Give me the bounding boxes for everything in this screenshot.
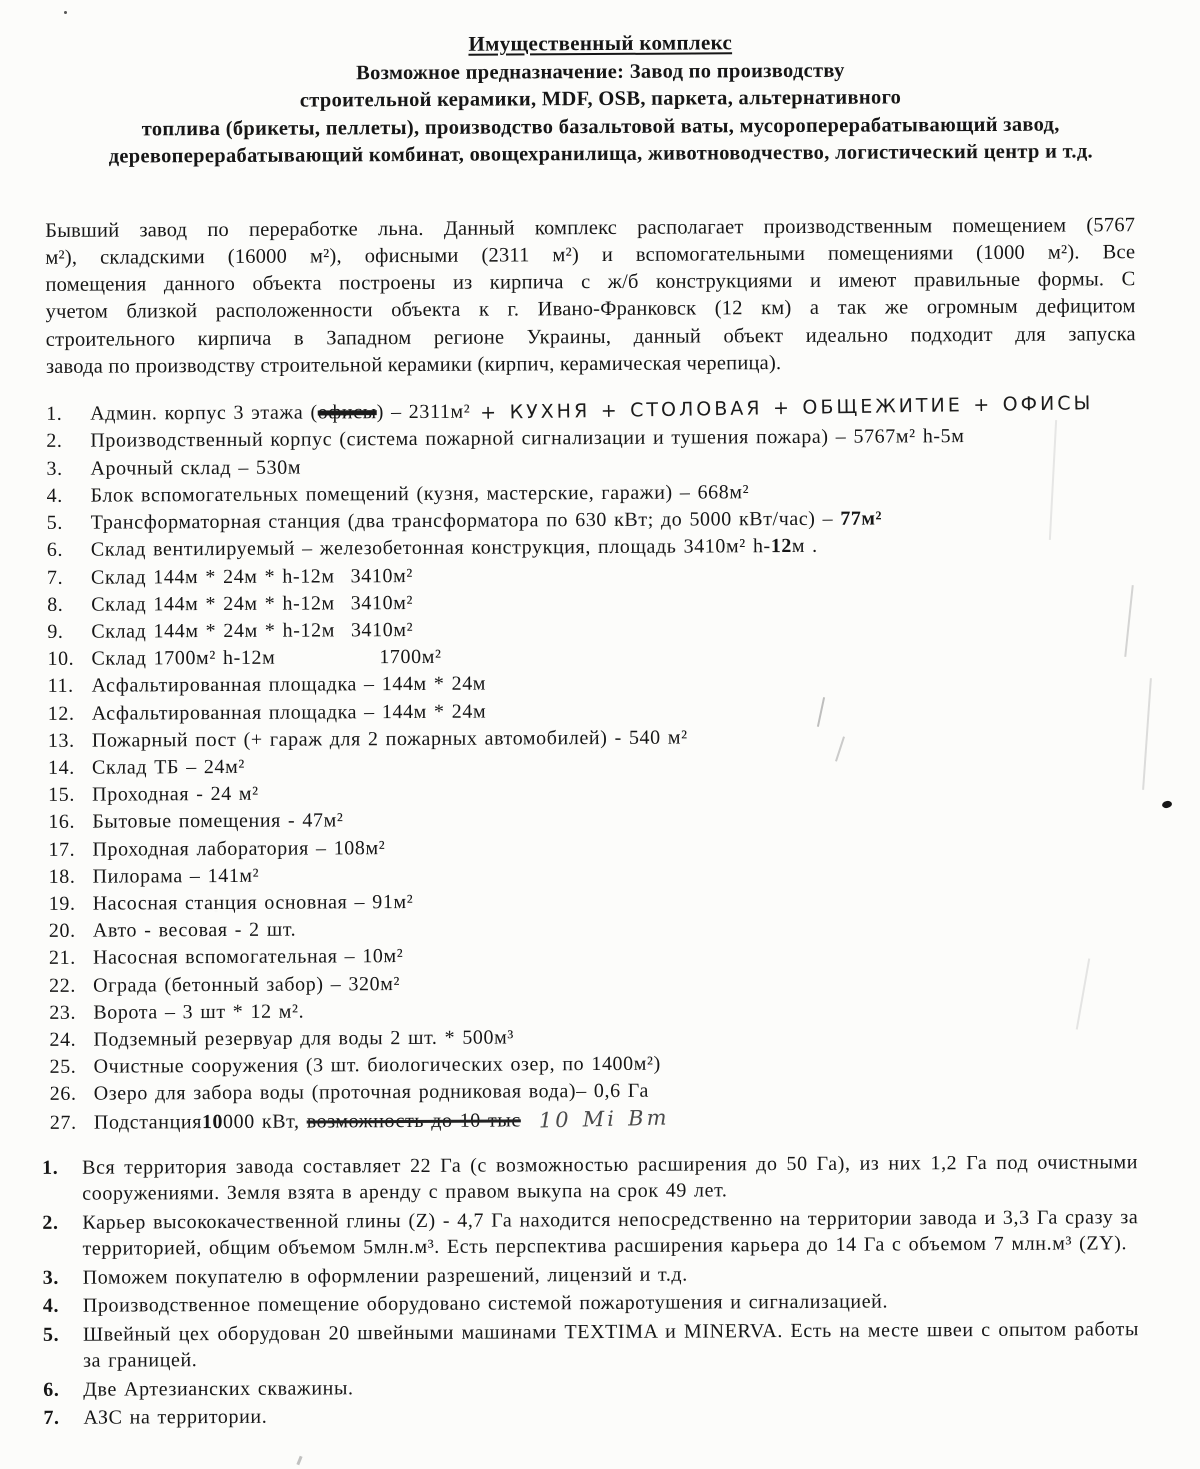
text-segment: Авто - весовая - 2 шт. (92, 918, 297, 942)
struck-text: офисы (317, 401, 377, 424)
text-segment: АЗС на территории. (83, 1406, 268, 1429)
item-number: 13. (47, 729, 75, 752)
item-number: 4. (42, 1295, 60, 1318)
item-number: 17. (48, 838, 76, 861)
subtitle-line-1: Возможное предназначение: Завод по производству (356, 59, 845, 84)
text-segment: Карьер высококачественной глины (Z) - 4,7 Га находится непосредственно на территории завода и 3,3 Га сразу за территорией, общим объемом 5млн.м³. Есть перспектива расширения карьера до 14 Га с объемом 7 млн.м³ (ZY). (82, 1205, 1139, 1260)
text-segment: Асфальтированная площадка – 144м * 24м (91, 700, 487, 725)
list-item (43, 1287, 1139, 1319)
text-segment: Швейный цех оборудован 20 швейными машинами TEXTIMA и MINERVA. Есть на месте швеи с опытом работы за границей. (82, 1317, 1140, 1372)
item-number: 9. (47, 620, 64, 643)
item-text (83, 1259, 1139, 1291)
text-segment: Ограда (бетонный забор) – 320м² (93, 972, 401, 997)
text-segment: Админ. корпус 3 этажа ( (90, 401, 318, 425)
item-number: 11. (47, 675, 74, 698)
item-text (83, 1287, 1139, 1319)
item-number: 10. (47, 647, 75, 671)
intro-line: завода по производству строительной керамики (кирпич, керамическая черепица). (45, 352, 782, 378)
text-segment: Пожарный пост (+ гараж для 2 пожарных автомобилей) - 540 м² (91, 726, 688, 752)
list-item (42, 1149, 1138, 1208)
item-number: 27. (49, 1111, 77, 1134)
list-item (43, 1316, 1139, 1375)
item-text (83, 1371, 1139, 1403)
item-number: 2. (46, 430, 63, 453)
handwritten-annotation: 10 (201, 1110, 224, 1133)
text-segment: Склад 144м * 24м * h-12м (91, 619, 335, 643)
document-header (0, 0, 1200, 172)
item-number: 7. (43, 1407, 60, 1430)
item-number: 24. (49, 1028, 77, 1051)
item-number: 5. (46, 511, 63, 534)
item-number: 22. (49, 974, 77, 997)
intro-line: м²), складскими (16000 м²), офисными (2311 м²) и вспомогательными помещениями (1000 м²). Все (45, 240, 1136, 269)
intro-line: Бывший завод по переработке льна. Данный комплекс располагает производственным помещением (5767 (45, 213, 1136, 242)
text-segment: 3410м² (350, 618, 414, 642)
text-segment: Пилорама – 141м² (92, 864, 260, 888)
item-text (83, 1316, 1139, 1375)
text-segment: Арочный склад – 530м (90, 456, 302, 480)
item-number: 20. (48, 919, 76, 943)
item-number: 26. (49, 1083, 77, 1106)
text-segment: Очистные сооружения (3 шт. биологических озер, по 1400м²) (93, 1052, 661, 1078)
text-segment: м . (791, 535, 818, 558)
text-segment: Подстанция (93, 1110, 203, 1134)
text-segment: 3410м² (350, 564, 413, 587)
intro-line: помещения данного объекта построены из кирпича с ж/б конструкциями и имеют правильные формы. С (45, 268, 1136, 297)
text-segment: Подземный резервуар для воды 2 шт. * 500м³ (93, 1026, 515, 1051)
text-segment: Две Артезианских скважины. (83, 1377, 354, 1401)
text-segment: Озеро для забора воды (проточная родниковая вода)– 0,6 Га (93, 1080, 649, 1106)
text-segment: Проходная - 24 м² (92, 782, 259, 806)
item-number: 14. (47, 756, 75, 779)
list-item (42, 1204, 1138, 1263)
item-number: 12. (47, 702, 75, 725)
text-segment: 3410м² (350, 591, 414, 615)
text-segment: Вся территория завода составляет 22 Га (с возможностью расширения до 50 Га), из них 1,2 Га под очистными сооружениями. Земля взята в аренду с правом выкупа на срок 49 лет. (82, 1150, 1139, 1205)
notes-list (42, 1149, 1139, 1432)
item-number: 6. (46, 539, 64, 562)
property-list (46, 392, 1142, 1136)
subtitle-line-3: топлива (брикеты, пеллеты), производство базальтовой ваты, мусороперерабатывающий завод, (141, 113, 1060, 140)
item-number: 7. (46, 566, 64, 589)
text-segment: Насосная вспомогательная – 10м² (92, 945, 404, 970)
intro-line: учетом близкой расположенности объекта к г. Ивано-Франковск (12 км) а так же огромным дефицитом (45, 295, 1136, 324)
handwritten-annotation: + КУХНЯ + СТОЛОВАЯ + ОБЩЕЖИТИЕ + ОФИСЫ (480, 392, 1094, 425)
text-segment: Поможем покупателю в оформлении разрешений, лицензий и т.д. (82, 1263, 688, 1289)
text-segment: Склад 144м * 24м * h-12м (91, 592, 335, 616)
text-segment: Проходная лаборатория – 108м² (92, 836, 386, 861)
item-number: 3. (42, 1266, 59, 1289)
text-segment: Ворота – 3 шт * 12 м². (93, 1000, 305, 1024)
text-segment: Насосная станция основная – 91м² (92, 890, 414, 915)
item-number: 18. (48, 865, 76, 888)
handwritten-annotation: 10 Мі Вт (538, 1105, 670, 1133)
item-text (82, 1204, 1138, 1263)
item-text (82, 1149, 1138, 1208)
item-number: 21. (48, 947, 76, 970)
text-segment: Склад ТБ – 24м² (91, 755, 246, 779)
struck-text: возможность до 10 тыс (306, 1108, 521, 1133)
text-segment: Склад 144м * 24м * h-12м (90, 564, 335, 589)
item-number: 3. (46, 457, 63, 480)
text-segment: Производственное помещение оборудовано системой пожаротушения и сигнализацией. (82, 1290, 889, 1317)
list-item (43, 1259, 1139, 1291)
item-number: 8. (47, 593, 64, 616)
handwritten-annotation: 12 (770, 535, 792, 558)
text-segment: Блок вспомогательных помещений (кузня, мастерские, гаражи) – 668м² (90, 481, 750, 507)
item-number: 5. (42, 1323, 60, 1346)
subtitle-line-4: деревоперерабатывающий комбинат, овощехранилища, животноводчество, логистический центр и т.д. (108, 140, 1093, 168)
text-segment: 000 кВт, (222, 1110, 307, 1133)
scan-artifact (296, 1456, 302, 1465)
text-segment: 1700м² (379, 645, 442, 669)
item-number: 2. (42, 1211, 59, 1234)
list-item (50, 1103, 1142, 1137)
text-segment: Склад 1700м² h-12м (91, 646, 276, 670)
item-number: 19. (48, 892, 76, 915)
item-number: 16. (48, 811, 76, 834)
intro-line: строительного кирпича в Западном регионе Украины, данный объект идеально подходит для запуска (45, 322, 1136, 351)
text-segment: Бытовые помещения - 47м² (92, 809, 344, 833)
list-item (43, 1371, 1139, 1403)
text-segment: Производственный корпус (система пожарной сигнализации и тушения пожара) – 5767м² h-5м (90, 425, 965, 453)
intro-paragraph (45, 212, 1136, 381)
handwritten-annotation: 77м² (840, 507, 883, 530)
list-item (43, 1399, 1139, 1431)
item-number: 25. (49, 1055, 77, 1079)
item-number: 4. (46, 484, 63, 507)
text-segment: Склад вентилируемый – железобетонная конструкция, площадь 3410м² h- (90, 535, 771, 561)
item-text (83, 1399, 1139, 1431)
subtitle-line-2: строительной керамики, MDF, OSB, паркета, альтернативного (299, 86, 902, 112)
text-segment: Асфальтированная площадка – 144м * 24м (91, 672, 487, 697)
document-title: Имущественный комплекс (468, 30, 733, 56)
text-segment: Трансформаторная станция (два трансформатора по 630 кВт; до 5000 кВт/час) – (90, 507, 841, 534)
item-text (94, 1103, 1142, 1137)
item-number: 23. (49, 1001, 77, 1024)
item-number: 6. (43, 1378, 60, 1401)
text-segment: ) – 2311м² (376, 400, 471, 424)
item-number: 1. (46, 403, 63, 426)
item-number: 1. (42, 1156, 59, 1179)
item-number: 15. (48, 783, 76, 807)
